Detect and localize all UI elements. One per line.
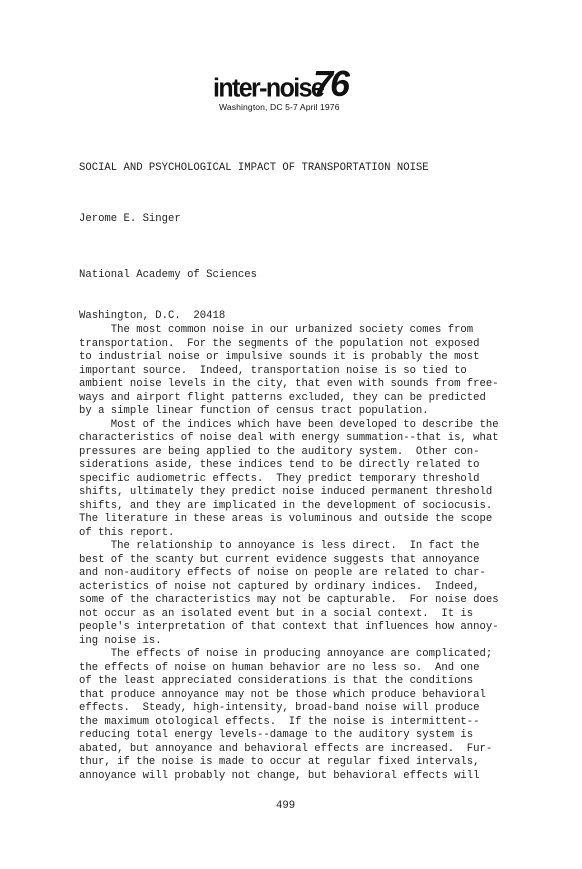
body-line: by a simple linear function of census tract population. [79,405,429,417]
body-line: specific audiometric effects. They predict temporary threshold [79,472,480,485]
body-line: reducing total energy levels--damage to the auditory system is [79,729,474,741]
body-line: The relationship to annoyance is less direct. In fact the [79,540,480,552]
body-line: the effects of noise on human behavior are no less so. And one [79,661,480,674]
body-line: Most of the indices which have been developed to describe the [79,418,499,431]
body-line: ambient noise levels in the city, that even with sounds from free- [79,378,499,390]
body-line: thur, if the noise is made to occur at regular fixed intervals, [79,756,480,768]
affiliation-line: National Academy of Sciences [79,269,258,281]
body-line: pressures are being applied to the auditory system. Other con- [79,445,480,458]
logo-wordmark: inter-noise [213,73,324,103]
inter-noise-logo [213,63,373,118]
logo-year: 76 [313,63,348,104]
body-line: to industrial noise or impulsive sounds it is probably the most [79,351,480,363]
body-line: The most common noise in our urbanized society comes from [79,324,474,336]
body-line: ing noise is. [79,634,162,647]
body-line: of this report. [79,526,175,539]
body-line: siderations aside, these indices tend to be directly related to [79,459,480,471]
page-number: 499 [276,800,296,812]
body-line: ways and airport flight patterns excluded, they can be predicted [79,391,486,404]
body-text [79,324,499,783]
body-line: that produce annoyance may not be those which produce behavioral [79,688,486,701]
body-line: some of the characteristics may not be capturable. For noise does [79,594,499,606]
affiliation-line: Washington, D.C. 20418 [79,309,226,322]
body-line: and non-auditory effects of noise on people are related to char- [79,567,486,579]
body-line: shifts, and they are implicated in the development of sociocusis. [79,499,493,512]
body-line: people's interpretation of that context that influences how annoy- [79,621,499,633]
body-line: effects. Steady, high-intensity, broad-band noise will produce [79,702,480,714]
body-line: shifts, ultimately they predict noise induced permanent threshold [79,486,493,498]
body-line: transportation. For the segments of the population not exposed [79,337,480,350]
body-line: The effects of noise in producing annoyance are complicated; [79,648,493,660]
body-line: the maximum otological effects. If the noise is intermittent-- [79,715,480,728]
paper-title: SOCIAL AND PSYCHOLOGICAL IMPACT OF TRANSPORTATION NOISE [79,162,429,174]
body-line: The literature in these areas is voluminous and outside the scope [79,513,493,525]
conference-location-date: Washington, DC 5-7 April 1976 [219,102,340,112]
body-line: not occur as an isolated event but in a social context. It is [79,607,474,620]
body-line: best of the scanty but current evidence suggests that annoyance [79,553,480,566]
body-line: abated, but annoyance and behavioral effects are increased. Fur- [79,742,493,755]
body-line: important source. Indeed, transportation noise is so tied to [79,364,467,377]
body-line: of the least appreciated considerations is that the conditions [79,675,474,687]
body-line: annoyance will probably not change, but behavioral effects will [79,769,480,782]
author-name: Jerome E. Singer [79,213,181,225]
body-line: characteristics of noise deal with energy summation--that is, what [79,432,499,444]
body-line: acteristics of noise not captured by ordinary indices. Indeed, [79,580,480,593]
